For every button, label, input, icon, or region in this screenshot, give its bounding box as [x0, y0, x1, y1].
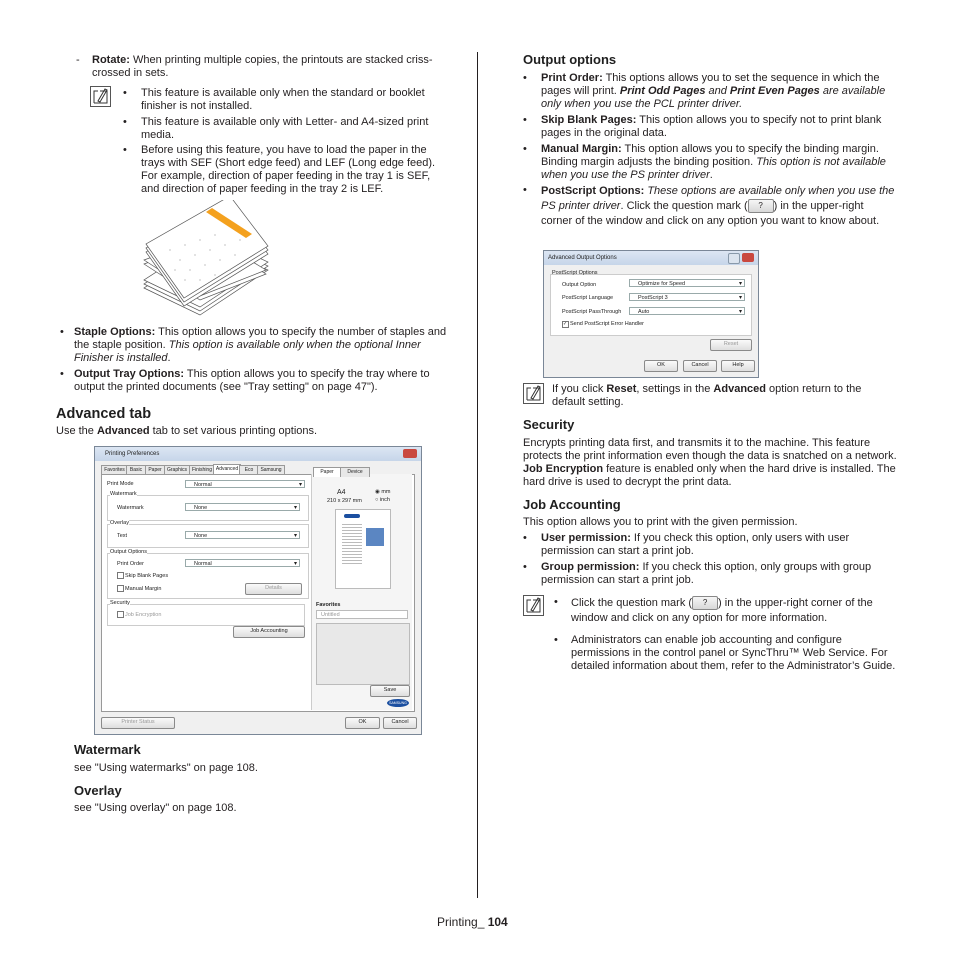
- group-permission-text: If you check this option, only groups with group permission can start a print job.: [541, 561, 872, 586]
- unit-mm-radio[interactable]: ◉ mm: [375, 489, 391, 495]
- samsung-logo: SAMSUNG: [387, 699, 409, 707]
- bullet: •: [523, 532, 527, 544]
- note-icon: [523, 595, 544, 616]
- output-options-heading: Output options: [523, 52, 617, 67]
- tab-eco[interactable]: Eco: [239, 465, 259, 475]
- help-question-icon: ?: [748, 199, 774, 213]
- user-permission-label: User permission:: [541, 532, 631, 544]
- user-permission-paragraph: [541, 532, 896, 558]
- print-order-and: and: [705, 85, 730, 97]
- advanced-tab-heading: Advanced tab: [56, 406, 152, 422]
- note2-item-2: Administrators can enable job accounting and configure permissions in the control panel or SyncThru™ Web Service. For detailed information about them, refer to the Administrator’s Guide.: [571, 634, 896, 672]
- postscript-group-label: PostScript Options: [552, 270, 598, 276]
- page-number: 104: [487, 915, 508, 929]
- preview-image: [366, 528, 384, 546]
- job-encryption-label: Job Encryption: [125, 612, 162, 618]
- print-order-italic-end: are available only when you use the PCL printer driver.: [541, 85, 886, 110]
- rotate-text: When printing multiple copies, the printouts are stacked criss-crossed in sets.: [92, 54, 433, 79]
- output-option-label: Output Option: [562, 282, 597, 288]
- note1-item-3: Before using this feature, you have to load the paper in the trays with SEF (Short edge feed) and LEF (Long edge feed). For example, direction of paper feeding in the tray 1 is SEF, and direction of paper feeding in the tray 2 is LEF.: [141, 144, 436, 195]
- advanced-intro: [56, 425, 317, 438]
- job-encryption-checkbox[interactable]: [117, 611, 124, 618]
- rotate-paragraph: [92, 54, 442, 80]
- manual-margin-paragraph: [541, 143, 896, 182]
- unit-inch-radio[interactable]: ○ inch: [375, 497, 390, 503]
- skip-blank-label: Skip Blank Pages: [125, 573, 169, 579]
- skip-blank-label: Skip Blank Pages:: [541, 114, 637, 126]
- output-options-group-label: Output Options: [110, 549, 147, 555]
- overlay-heading: Overlay: [74, 783, 122, 798]
- postscript-label: PostScript Options:: [541, 185, 645, 197]
- dialog-title-bar: [95, 447, 421, 461]
- watermark-text: see "Using watermarks" on page 108.: [74, 762, 258, 774]
- tab-favorites[interactable]: Favorites: [101, 465, 128, 475]
- user-permission-text: If you check this option, only users with user permission can start a print job.: [541, 532, 850, 557]
- print-odd-pages: Print Odd Pages: [619, 85, 706, 97]
- advanced-intro-post: tab to set various printing options.: [149, 425, 318, 437]
- print-order-paragraph: [541, 72, 896, 111]
- printer-status-button[interactable]: Printer Status: [101, 717, 175, 729]
- skip-blank-text: This option allows you to specify not to print blank pages in the original data.: [541, 114, 882, 139]
- bullet: •: [523, 561, 527, 573]
- security-text-pre: Encrypts printing data first, and transmits it to the machine. This feature protects the print information even though the data is snatched on a network.: [523, 437, 897, 462]
- reset-note-bold: Reset: [606, 383, 637, 395]
- dialog-title: Printing Preferences: [105, 451, 160, 457]
- rotate-label: Rotate:: [92, 54, 130, 66]
- dialog2-title-bar: [544, 251, 758, 265]
- watermark-select[interactable]: None ▾: [185, 503, 300, 511]
- overlay-text-select[interactable]: None ▾: [185, 531, 300, 539]
- print-mode-label: Print Mode: [107, 481, 134, 487]
- tab-paper[interactable]: Paper: [145, 465, 165, 475]
- bullet: •: [60, 368, 64, 380]
- skip-blank-checkbox[interactable]: [117, 572, 124, 579]
- paper-dimensions: 210 x 297 mm: [327, 498, 362, 504]
- print-even-pages: Print Even Pages: [729, 85, 820, 97]
- passthrough-label: PostScript PassThrough: [562, 309, 622, 315]
- rotate-dash: -: [76, 54, 80, 66]
- advanced-intro-bold: Advanced: [96, 425, 150, 437]
- manual-margin-checkbox[interactable]: [117, 585, 124, 592]
- preview-text-lines: [342, 524, 362, 564]
- help-question-icon: ?: [692, 596, 718, 610]
- security-paragraph: [523, 437, 898, 489]
- overlay-text: see "Using overlay" on page 108.: [74, 802, 237, 814]
- advanced-intro-pre: Use the: [56, 425, 97, 437]
- group-permission-paragraph: [541, 561, 896, 587]
- help-icon[interactable]: [728, 253, 740, 264]
- output-tray-paragraph: [74, 368, 449, 394]
- staple-text: This option allows you to specify the number of staples and the staple position.: [74, 326, 447, 351]
- note2-item-1-post: ) in the upper-right corner of the window and click on any option for more information.: [571, 597, 873, 624]
- print-order-select[interactable]: Normal ▾: [185, 559, 300, 567]
- close-icon[interactable]: [742, 253, 754, 262]
- cancel-button[interactable]: Cancel: [683, 360, 717, 372]
- watermark-heading: Watermark: [74, 742, 141, 757]
- reset-button[interactable]: Reset: [710, 339, 752, 351]
- preview-logo: [344, 514, 360, 518]
- tab-advanced[interactable]: Advanced: [213, 464, 241, 475]
- cancel-button[interactable]: Cancel: [383, 717, 417, 729]
- page-footer: [437, 915, 508, 929]
- printing-preferences-dialog: [94, 446, 422, 735]
- bullet: •: [554, 634, 558, 646]
- tab-basic[interactable]: Basic: [126, 465, 146, 475]
- dialog2-title: Advanced Output Options: [548, 255, 617, 261]
- postscript-options-paragraph: [541, 184, 896, 229]
- details-button[interactable]: Details: [245, 583, 302, 595]
- print-mode-select[interactable]: Normal ▾: [185, 480, 305, 488]
- print-order-label: Print Order:: [541, 72, 603, 84]
- unit-inch-label: inch: [379, 497, 390, 503]
- note-icon: [523, 383, 544, 404]
- reset-note-bold2: Advanced: [713, 383, 766, 395]
- bullet: •: [554, 596, 558, 608]
- paper-size: A4: [337, 489, 346, 496]
- postscript-italic: These options are available only when you use the PS printer driver: [541, 185, 895, 212]
- advanced-output-options-dialog: [543, 250, 759, 378]
- postscript-text-1: . Click the question mark (: [620, 200, 748, 212]
- print-order-label: Print Order: [117, 561, 144, 567]
- error-handler-checkbox[interactable]: ✓: [563, 321, 568, 327]
- bullet: •: [60, 326, 64, 338]
- footer-section: Printing_: [437, 915, 488, 929]
- output-tray-text: This option allows you to specify the tray where to output the printed documents (see "Tray setting" on page 47").: [74, 368, 430, 393]
- note2-item-1-pre: Click the question mark (: [571, 597, 693, 609]
- save-button[interactable]: Save: [370, 685, 410, 697]
- job-accounting-button[interactable]: Job Accounting: [233, 626, 305, 638]
- page-preview: [335, 509, 391, 589]
- ps-language-label: PostScript Language: [562, 295, 614, 301]
- reset-note-mid: , settings in the: [636, 383, 714, 395]
- tab-samsung[interactable]: Samsung: [257, 465, 285, 475]
- group-permission-label: Group permission:: [541, 561, 640, 573]
- security-heading: Security: [523, 417, 575, 432]
- bullet: •: [123, 144, 127, 156]
- skip-blank-paragraph: [541, 114, 896, 140]
- ok-button[interactable]: OK: [345, 717, 380, 729]
- close-icon[interactable]: [403, 449, 417, 458]
- manual-margin-end: .: [709, 169, 713, 181]
- ps-language-select[interactable]: PostScript 3 ▾: [629, 293, 745, 301]
- security-text-post: feature is enabled only when the hard drive is installed. The hard drive is used to decrypt the print data.: [523, 463, 896, 488]
- note1-item-2: This feature is available only with Letter- and A4-sized print media.: [141, 116, 429, 141]
- favorites-list[interactable]: [316, 623, 410, 685]
- note2-item-1: [571, 596, 896, 626]
- output-tray-label: Output Tray Options:: [74, 368, 184, 380]
- favorites-label: Favorites: [316, 602, 341, 608]
- staple-options-paragraph: [74, 326, 449, 365]
- favorites-input[interactable]: Untitled: [316, 610, 408, 619]
- bullet: •: [123, 87, 127, 99]
- staple-end: .: [167, 352, 171, 364]
- error-handler-label: Send PostScript Error Handler: [570, 321, 644, 327]
- note-icon: [90, 86, 111, 107]
- output-option-select[interactable]: Optimize for Speed ▾: [629, 279, 745, 287]
- print-order-text: This options allows you to set the sequence in which the pages will print.: [541, 72, 880, 97]
- reset-note: [552, 383, 892, 409]
- note1-item-1: This feature is available only when the standard or booklet finisher is not installed.: [141, 87, 425, 112]
- postscript-text-2: ) in the upper-right corner of the window and click on any option you want to know about.: [541, 200, 880, 227]
- manual-margin-italic: This option is not available when you use the PS printer driver: [541, 156, 886, 181]
- security-group-label: Security: [110, 600, 130, 606]
- staple-label: Staple Options:: [74, 326, 156, 338]
- job-accounting-intro: This option allows you to print with the given permission.: [523, 516, 798, 528]
- tab-device-preview[interactable]: Device: [340, 467, 370, 477]
- watermark-group-label: Watermark: [110, 491, 137, 497]
- unit-mm-label: mm: [381, 489, 391, 495]
- reset-note-pre: If you click: [552, 383, 607, 395]
- staple-italic: This option is available only when the optional Inner Finisher is installed: [74, 339, 421, 364]
- ok-button[interactable]: OK: [644, 360, 678, 372]
- manual-margin-label: Manual Margin:: [541, 143, 622, 155]
- column-divider: [477, 52, 478, 898]
- bullet: •: [523, 114, 527, 126]
- job-accounting-heading: Job Accounting: [523, 497, 621, 512]
- bullet: •: [523, 72, 527, 84]
- bullet: •: [123, 116, 127, 128]
- overlay-group-label: Overlay: [110, 520, 129, 526]
- bullet: •: [523, 143, 527, 155]
- text-label: Text: [117, 533, 128, 539]
- watermark-label: Watermark: [117, 505, 144, 511]
- tab-finishing[interactable]: Finishing: [189, 465, 215, 475]
- security-bold: Job Encryption: [523, 463, 604, 475]
- manual-margin-text: This option allows you to specify the binding margin. Binding margin adjusts the binding position.: [541, 143, 879, 168]
- passthrough-select[interactable]: Auto ▾: [629, 307, 745, 315]
- reset-note-post: option return to the default setting.: [552, 383, 862, 408]
- stacked-paper-illustration: [140, 200, 275, 320]
- manual-margin-label: Manual Margin: [125, 586, 162, 592]
- bullet: •: [523, 184, 527, 196]
- tab-paper-preview[interactable]: Paper: [313, 467, 341, 477]
- help-button[interactable]: Help: [721, 360, 755, 372]
- tab-graphics[interactable]: Graphics: [164, 465, 190, 475]
